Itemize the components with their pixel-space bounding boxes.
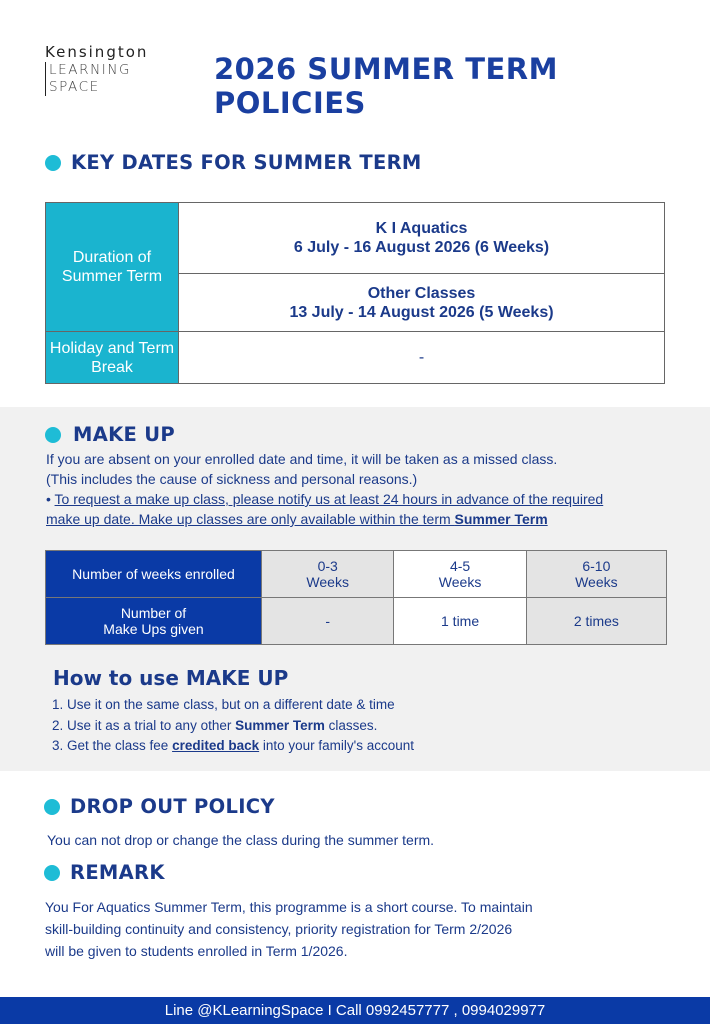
aquatics-dates-cell [179,203,665,274]
key-dates-heading [45,151,422,174]
make-up-heading [45,423,175,446]
how-to-use-list [52,695,414,757]
range: 0-3 [317,558,338,574]
page-title: 2026 SUMMER TERM POLICIES [214,52,558,120]
weeks-enrolled-header: Number of weeks enrolled [46,551,262,598]
how-to-item-2 [52,716,414,737]
text: 2. Use it as a trial to any other [52,717,236,733]
make-up-description [46,449,666,529]
header-line-2: Make Ups given [103,621,204,637]
bullet-dot-icon [44,799,60,815]
text: into your family's account [259,738,415,753]
header-line-1: Number of [120,605,187,621]
other-classes-dates-cell [179,274,665,332]
remark-line-3: will be given to students enrolled in Term 1/2026. [45,943,348,959]
logo-line-1: Kensington [45,43,149,61]
make-ups-4-5: 1 time [394,598,526,645]
text: 3. Get the class fee [52,738,173,753]
key-dates-table [45,202,665,384]
remark-line-2: skill-building continuity and consistency, priority registration for Term 2/2026 [45,921,513,937]
holiday-value: - [179,332,665,384]
weeks-col-0-3 [262,551,394,598]
how-to-item-1: 1. Use it on the same class, but on a different date & time [52,697,395,712]
aquatics-title: K I Aquatics [375,220,468,237]
make-up-para-3a: To request a make up class, please notify us at least 24 hours in advance of the required [54,491,604,507]
unit: Weeks [438,574,482,590]
other-classes-dates: 13 July - 14 August 2026 (5 Weeks) [289,303,554,321]
aquatics-dates: 6 July - 16 August 2026 (6 Weeks) [293,239,550,256]
bold-text: credited back [172,738,260,753]
holiday-label: Holiday and Term Break [46,332,179,384]
weeks-col-6-10 [526,551,666,598]
remark-heading [44,861,165,884]
unit: Weeks [306,574,349,590]
remark-heading-text: REMARK [70,861,165,884]
drop-out-heading-text: DROP OUT POLICY [70,795,275,818]
make-up-para-2: (This includes the cause of sickness and personal reasons.) [46,471,418,487]
logo-line-2: LEARNING [49,62,132,78]
logo [45,43,148,96]
other-classes-title: Other Classes [367,284,476,302]
make-up-heading-text: MAKE UP [73,423,175,446]
make-up-table [45,550,667,645]
bullet-dot-icon [45,427,61,443]
how-to-item-3 [52,736,414,757]
range: 4-5 [449,558,471,574]
logo-line-3: SPACE [49,79,100,95]
how-to-use-title: How to use MAKE UP [53,666,289,690]
duration-label: Duration of Summer Term [46,203,179,332]
remark-text [45,896,533,962]
drop-out-text: You can not drop or change the class during the summer term. [47,832,435,848]
make-up-para-3-bold: Summer Term [454,511,548,527]
range: 6-10 [582,558,611,574]
bullet-dot-icon [44,865,60,881]
unit: Weeks [575,574,618,590]
bullet-dot-icon [45,155,61,171]
key-dates-heading-text: KEY DATES FOR SUMMER TERM [71,151,422,174]
make-up-para-3b: make up date. Make up classes are only available within the term [46,511,455,527]
drop-out-heading [44,795,275,818]
remark-line-1: You For Aquatics Summer Term, this programme is a short course. To maintain [45,899,533,915]
make-ups-6-10: 2 times [526,598,666,645]
footer-contact: Line @KLearningSpace I Call 0992457777 , 0994029977 [0,997,710,1024]
weeks-col-4-5 [394,551,526,598]
bullet: • [46,491,55,507]
make-ups-0-3: - [262,598,394,645]
text: classes. [324,717,378,733]
make-ups-given-header [46,598,262,645]
bold-text: Summer Term [235,717,325,733]
make-up-para-1: If you are absent on your enrolled date and time, it will be taken as a missed class. [46,451,558,467]
